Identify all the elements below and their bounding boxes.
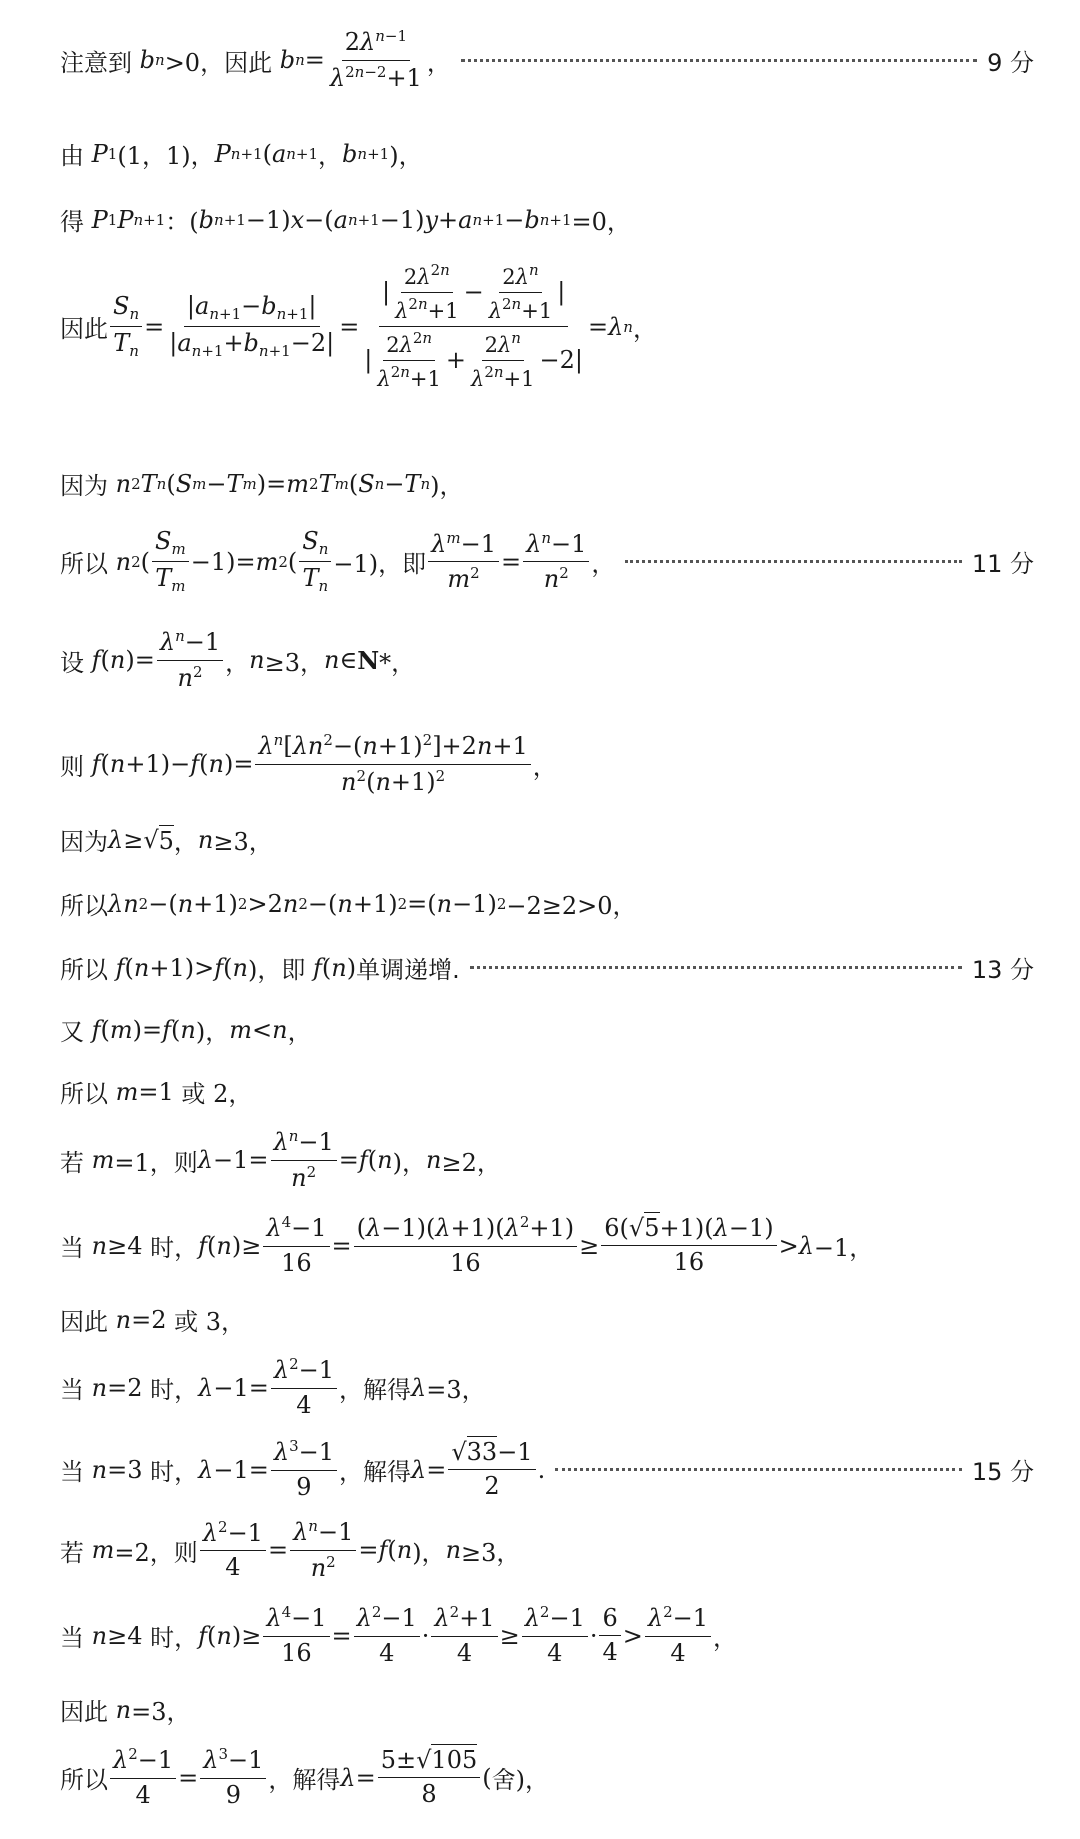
- solution-line: 当 n =3 时， λ −1= $\frac{\lambda^3-1}{9}$ ， 解得 λ = $\frac{√33-1}{2}$ . 15 分: [60, 1437, 1034, 1501]
- solution-line: 所以 n 2 ( $\frac{S_m}{T_m}$ −1)= m 2 ( $\frac{S_n}{T_n}$ −1)， 即 $\frac{\lambda^m-1}{m^2}$ = $\frac{\lambda^n-1}{n^2}$ ， 11 分: [60, 527, 1034, 596]
- solution-line: 所以 $\frac{\lambda^2-1}{4}$ = $\frac{\lambda^3-1}{9}$ ， 解得 λ = $\frac{5\pm√105}{8}$ ( 舍 )，: [60, 1745, 549, 1809]
- score-13: 13 分: [971, 956, 1034, 984]
- solution-line: 当 n ≥4 时， f ( n )≥ $\frac{\lambda^4-1}{16}$ = $\frac{\lambda^2-1}{4}$ · $\frac{\lambda^2+1}{4}$ ≥ $\frac{\lambda^2-1}{4}$ · $\frac{6}{4}$ > $\frac{\lambda^2-1}{4}$ ，: [60, 1603, 738, 1667]
- solution-line: 若 m =2， 则 $\frac{\lambda^2-1}{4}$ = $\frac{\lambda^n-1}{n^2}$ = f ( n )， n ≥3，: [60, 1517, 521, 1582]
- solution-line: 因此 $\frac{S_n}{T_n}$ = $\frac{|a_{n+1}-b_{n+1}|}{|a_{n+1}+b_{n+1}-2|}$ = | $\frac{2\lambda^{2n}}{\lambda^{2n}+1}$ − $\frac{2\lambda^n}{\lambda^{2n}+1}$ | | $\frac{2\lambda^{2n}}{\lambda^{2n}+1}$ + $\frac{2\lambda^n}{\lambda^{2n}+1}$ −2| = λ n ，: [60, 261, 657, 392]
- solution-line: 所以 f ( n +1)> f ( n )， 即 f ( n ) 单调递增. 13 分: [60, 950, 1034, 985]
- solution-line: 设 f ( n )= $\frac{\lambda^n-1}{n^2}$ ， n ≥3， n ∈ N *，: [60, 627, 416, 692]
- solution-line: 所以 λn 2 −( n +1) 2 >2 n 2 −( n +1) 2 =( n −1) 2 −2≥2>0，: [60, 889, 637, 920]
- score-15: 15 分: [971, 1458, 1034, 1487]
- score-9: 9 分: [987, 48, 1034, 77]
- solution-line: 因为 λ ≥√ 5 ， n ≥3，: [60, 825, 273, 856]
- solution-line: 当 n =2 时， λ −1= $\frac{\lambda^2-1}{4}$ ， 解得 λ =3，: [60, 1355, 486, 1419]
- solution-line: 因此 n =3，: [60, 1695, 191, 1726]
- solution-line: 所以 m =1 或 2，: [60, 1077, 253, 1108]
- solution-line: 由 P 1 (1，1)， P n+1 ( a n+1 ， b n+1 )，: [60, 139, 423, 170]
- dotted-leader: [470, 966, 962, 969]
- solution-line: 又 f ( m )= f ( n )， m < n ，: [60, 1015, 312, 1046]
- score-11: 11 分: [971, 550, 1034, 579]
- solution-line: 得 P 1 P n+1 ：( b n+1 −1) x −( a n+1 −1) y + a n+1 − b n+1 =0，: [60, 205, 631, 236]
- solution-line: 当 n ≥4 时， f ( n )≥ $\frac{\lambda^4-1}{16}$ = $\frac{(\lambda-1)(\lambda+1)(\lambda^2+1)}{16}$ ≥ $\frac{6(√5+1)(\lambda-1)}{16}$ > λ −1，: [60, 1213, 874, 1277]
- dotted-leader: [625, 560, 961, 563]
- solution-line: 注意到 b n >0， 因此 b n = $\frac{2\lambda^{n-1}}{\lambda^{2n-2}+1}$ ， 9 分: [60, 27, 1034, 92]
- solution-line: 因为 n 2 T n ( S m − T m )= m 2 T m ( S n − T n )，: [60, 469, 464, 500]
- dotted-leader: [555, 1468, 962, 1471]
- solution-line: 因此 n =2 或 3，: [60, 1305, 246, 1336]
- solution-line: 则 f ( n +1)− f ( n )= $\frac{\lambda^n[\lambda n^2-(n+1)^2]+2n+1}{n^2(n+1)^2}$ ，: [60, 731, 557, 796]
- solution-line: 若 m =1， 则 λ −1= $\frac{\lambda^n-1}{n^2}$ = f ( n )， n ≥2，: [60, 1127, 501, 1192]
- dotted-leader: [461, 59, 977, 62]
